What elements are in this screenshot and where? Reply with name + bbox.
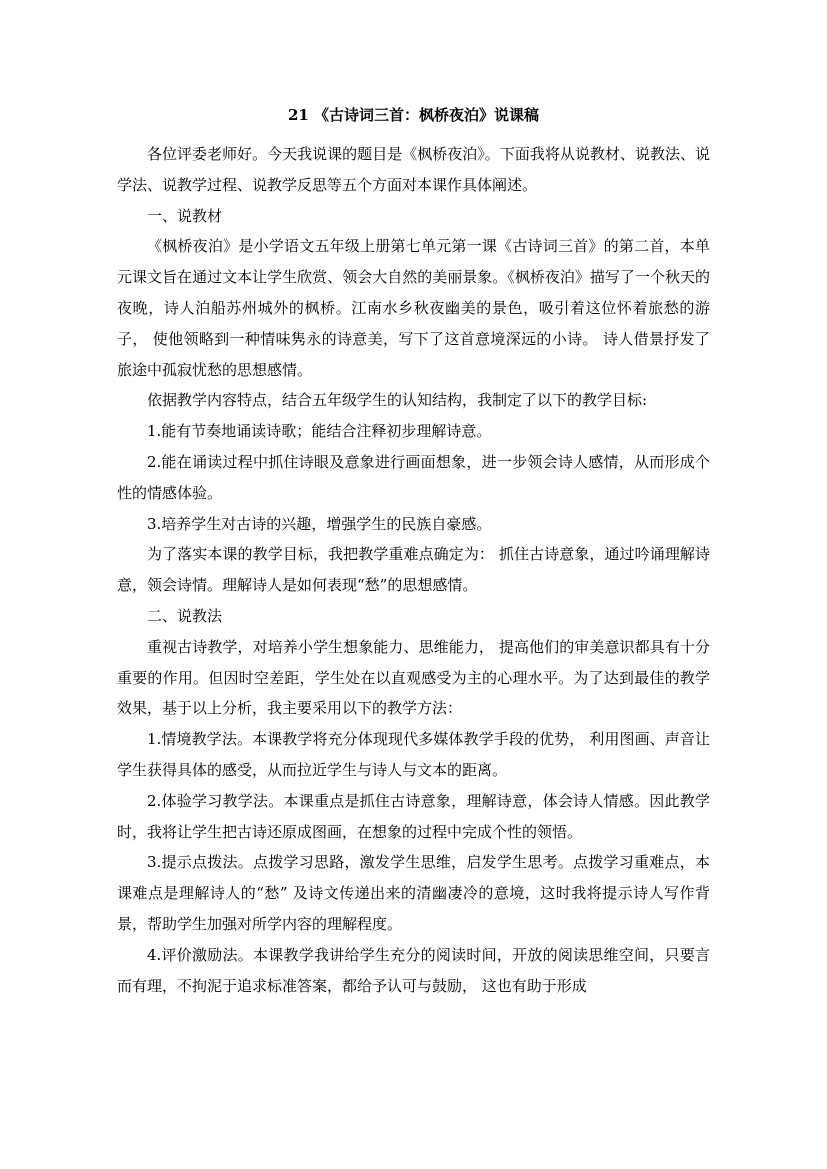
paragraph-intro: 各位评委老师好。今天我说课的题目是《枫桥夜泊》。下面我将从说教材、说教法、说学法、说教学过程、说教学反思等五个方面对本课作具体阐述。 xyxy=(117,145,710,194)
method-item-3: 3.提示点拨法。点拨学习思路，激发学生思维，启发学生思考。点拨学习重难点，本课难点是理解诗人的“愁” 及诗文传递出来的清幽凄冷的意境，这时我将提示诗人写作背景，帮助学生加强对所学内容的理解程度。 xyxy=(117,853,710,933)
section-heading-teaching-methods: 二、说教法 xyxy=(147,606,223,625)
goal-item-2: 2.能在诵读过程中抓住诗眼及意象进行画面想象，进一步领会诗人感情，从而形成个性的情感体验。 xyxy=(117,452,710,502)
paragraph-key-points: 为了落实本课的教学目标，我把教学重难点确定为： 抓住古诗意象，通过吟诵理解诗意，领会诗情。理解诗人是如何表现“愁”的思想感情。 xyxy=(117,545,710,595)
method-item-2: 2.体验学习教学法。本课重点是抓住古诗意象，理解诗意，体会诗人情感。因此教学时，我将让学生把古诗还原成图画，在想象的过程中完成个性的领悟。 xyxy=(117,791,710,841)
section-heading-textbook: 一、说教材 xyxy=(147,206,223,225)
paragraph-methods-intro: 重视古诗教学，对培养小学生想象能力、思维能力， 提高他们的审美意识都具有十分重要的作用。但因时空差距，学生处在以直观感受为主的心理水平。为了达到最佳的教学效果，基于以上分析，我主要采用以下的教学方法： xyxy=(117,637,710,718)
paragraph-goals-intro: 依据教学内容特点，结合五年级学生的认知结构，我制定了以下的教学目标: xyxy=(147,391,648,410)
paragraph-textbook: 《枫桥夜泊》是小学语文五年级上册第七单元第一课《古诗词三首》的第二首，本单元课文旨在通过文本让学生欣赏、领会大自然的美丽景象。《枫桥夜泊》描写了一个秋天的夜晚，诗人泊船苏州城外的枫桥。江南水乡秋夜幽美的景色，吸引着这位怀着旅愁的游子， 使他领略到一种情味隽永的诗意美，写下了这首意境深远的小诗。 诗人借景抒发了旅途中孤寂忧愁的思想感情。 xyxy=(117,237,710,379)
method-item-4: 4.评价激励法。本课教学我讲给学生充分的阅读时间，开放的阅读思维空间，只要言而有理，不拘泥于追求标准答案，都给予认可与鼓励， 这也有助于形成 xyxy=(117,945,710,995)
goal-item-1: 1.能有节奏地诵读诗歌；能结合注释初步理解诗意。 xyxy=(147,422,492,441)
document-title: 21 《古诗词三首：枫桥夜泊》说课稿 xyxy=(287,106,540,124)
goal-item-3: 3.培养学生对古诗的兴趣，增强学生的民族自豪感。 xyxy=(147,514,492,533)
document-body xyxy=(117,139,710,1001)
method-item-1: 1.情境教学法。本课教学将充分体现现代多媒体教学手段的优势， 利用图画、声音让学生获得具体的感受，从而拉近学生与诗人与文本的距离。 xyxy=(117,730,710,779)
